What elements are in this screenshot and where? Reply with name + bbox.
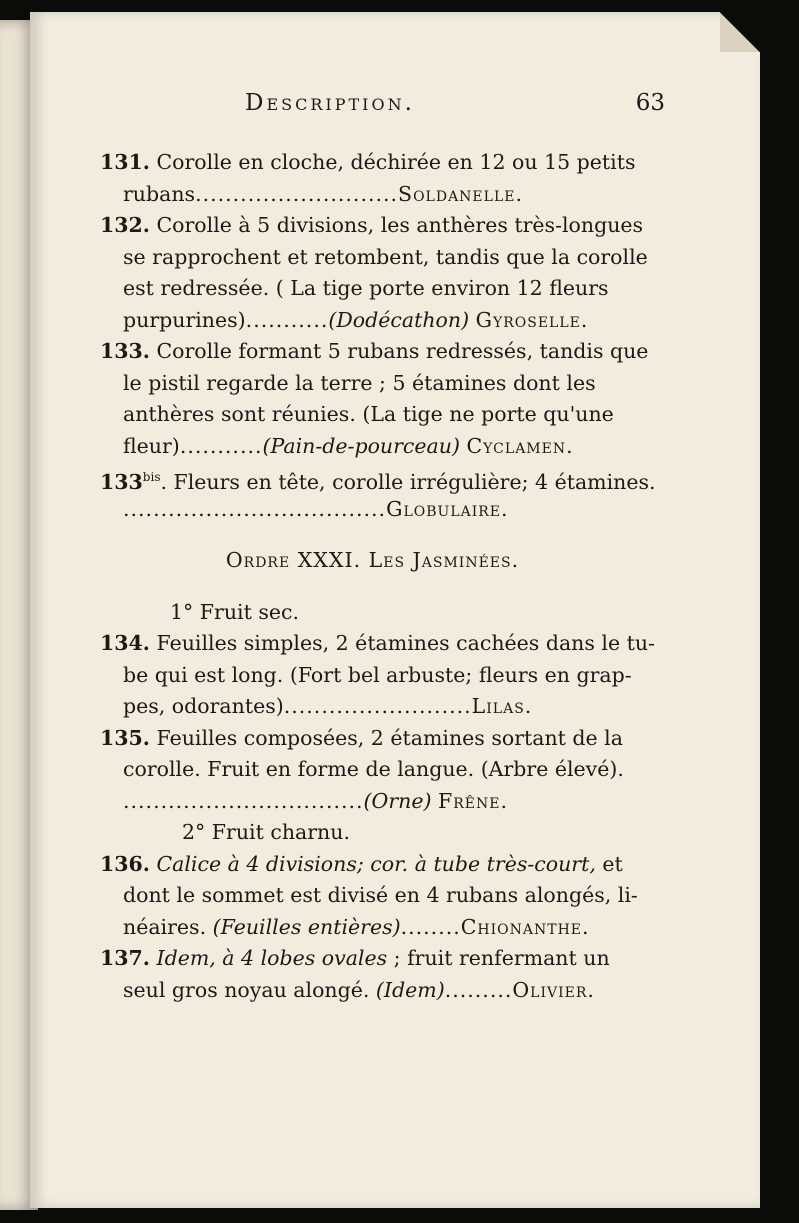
entry-line <box>100 210 645 242</box>
entry-text-italic: Calice à 4 divisions; cor. à tube très-court, <box>156 851 596 876</box>
entry-line <box>100 943 645 975</box>
leader-dots: ................................... <box>123 496 387 521</box>
plant-synonym: (Dodécathon) <box>328 307 470 332</box>
entry-line <box>100 273 645 305</box>
page-number: 63 <box>635 90 665 116</box>
entry-line <box>100 880 645 912</box>
plant-name: Globulaire. <box>386 496 509 521</box>
entry-line <box>100 660 645 692</box>
running-title: Description. <box>245 90 415 116</box>
entry-text: seul gros noyau alongé. <box>123 977 370 1002</box>
leader-dots: ........................... <box>195 181 399 206</box>
leader-dots: ........ <box>400 914 461 939</box>
entry-text: le pistil regarde la terre ; 5 étamines dont les <box>123 370 596 395</box>
entry-text: pes, odorantes) <box>123 694 284 718</box>
entry-line <box>100 399 645 431</box>
plant-name: Olivier. <box>512 977 595 1002</box>
plant-name: Gyroselle. <box>475 307 589 332</box>
entry-number: 131. <box>100 150 150 174</box>
entry-text: Corolle en cloche, déchirée en 12 ou 15 petits <box>156 150 636 174</box>
entry-text: be qui est long. (Fort bel arbuste; fleurs en grap- <box>123 662 632 687</box>
entry-tail <box>100 305 645 337</box>
plant-synonym: (Feuilles entières) <box>212 914 401 939</box>
leader-dots: ......... <box>444 977 513 1002</box>
entry-text: néaires. <box>123 914 207 939</box>
plant-name: Soldanelle. <box>398 181 523 206</box>
entry-text: Feuilles composées, 2 étamines sortant de la <box>156 725 623 750</box>
leader-dots: ........... <box>179 433 263 458</box>
plant-synonym: (Pain-de-pourceau) <box>262 433 460 458</box>
running-header <box>245 90 665 116</box>
entry-tail <box>100 494 645 526</box>
entry-number: 136. <box>100 851 150 876</box>
plant-synonym: (Orne) <box>363 788 432 813</box>
order-heading: Ordre XXXI. Les Jasminées. <box>225 548 520 572</box>
entry-number: 133. <box>100 339 150 363</box>
entry-number-superscript: bis <box>142 470 161 484</box>
entry-tail <box>100 912 645 944</box>
entry-text: . Fleurs en tête, corolle irrégulière; 4 étamines. <box>160 469 656 494</box>
entry-line <box>100 723 645 755</box>
entry-number: 134. <box>100 631 150 655</box>
entry-line <box>100 147 645 179</box>
plant-name: Cyclamen. <box>466 433 574 458</box>
entry-text: Feuilles simples, 2 étamines cachées dans le tu- <box>156 631 655 655</box>
entry-text: anthères sont réunies. (La tige ne porte qu'une <box>123 402 614 426</box>
entry-text-italic: Idem, à 4 lobes ovales <box>156 946 388 970</box>
page-corner-fold <box>720 12 760 52</box>
entry-line <box>100 628 655 660</box>
entry-text: ; fruit renfermant un <box>387 946 610 970</box>
entry-number: 135. <box>100 725 150 750</box>
entry-tail <box>100 975 645 1007</box>
plant-synonym: (Idem) <box>375 977 445 1002</box>
leader-dots: ................................ <box>123 788 364 813</box>
entry-line <box>100 754 645 786</box>
entry-line <box>100 462 656 494</box>
entry-line <box>100 242 648 274</box>
entry-number: 132. <box>100 213 150 237</box>
entry-text: fleur) <box>123 433 180 458</box>
subheading: 1° Fruit sec. <box>170 599 299 624</box>
entry-tail <box>100 431 645 463</box>
entry-text: est redressée. ( La tige porte environ 12 fleurs <box>123 276 609 300</box>
leader-dots: ........... <box>245 307 329 332</box>
entry-line <box>100 336 649 368</box>
plant-name: Frêne. <box>438 788 508 813</box>
entry-tail <box>100 179 645 211</box>
subheading: 2° Fruit charnu. <box>182 820 350 844</box>
entry-text: Corolle formant 5 rubans redressés, tandis que <box>156 339 649 363</box>
entry-text: purpurines) <box>123 307 246 332</box>
entry-text: rubans <box>123 181 196 206</box>
page-body <box>100 147 656 1006</box>
entry-text: se rapprochent et retombent, tandis que la corolle <box>123 244 648 269</box>
entry-text: Corolle à 5 divisions, les anthères très-longues <box>156 213 644 237</box>
entry-tail <box>100 786 645 818</box>
plant-name: Chionanthe. <box>460 914 590 939</box>
entry-text: et <box>595 851 623 876</box>
plant-name: Lilas. <box>471 694 533 718</box>
entry-text: corolle. Fruit en forme de langue. (Arbre élevé). <box>123 757 624 781</box>
entry-number: 137. <box>100 946 150 970</box>
entry-line <box>100 849 645 881</box>
entry-number: 133 <box>100 469 143 494</box>
entry-line <box>100 368 645 400</box>
entry-tail <box>100 691 645 723</box>
leader-dots: ......................... <box>283 694 472 718</box>
entry-text: dont le sommet est divisé en 4 rubans alongés, li- <box>123 883 638 907</box>
